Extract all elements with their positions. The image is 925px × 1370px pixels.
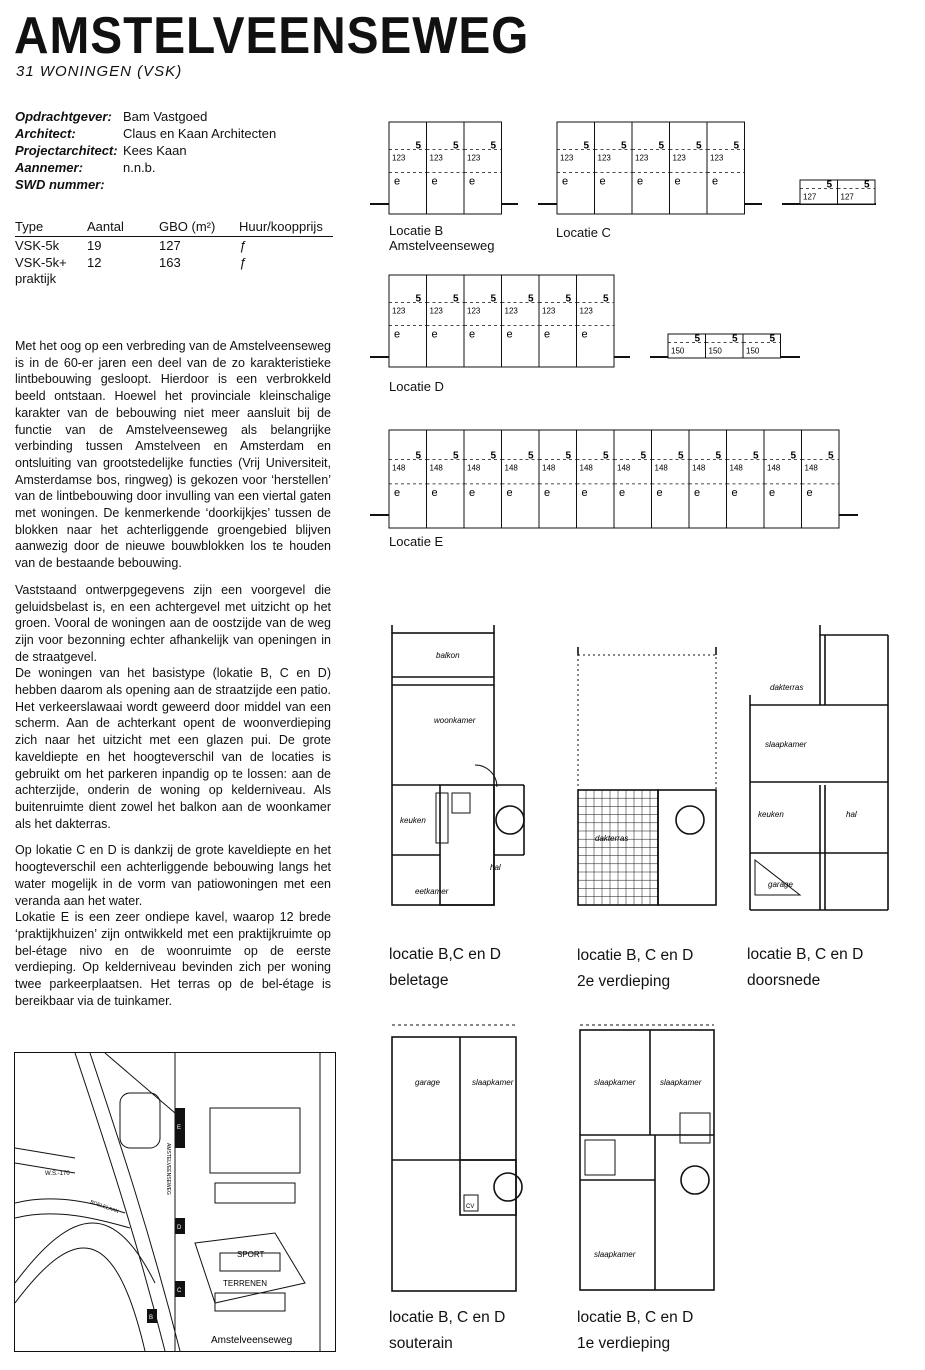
locatie-e-label: Locatie E <box>389 534 444 549</box>
dwelling-unit <box>464 122 502 214</box>
table-cell: 127 <box>159 238 181 253</box>
room-label: garage <box>415 1078 440 1087</box>
unit-area: 127 <box>803 192 817 202</box>
unit-area: 148 <box>804 463 818 473</box>
unit-area: 123 <box>504 306 518 316</box>
entrance-mark: e <box>637 175 644 188</box>
dwelling-unit <box>802 430 840 528</box>
dwelling-unit <box>652 430 690 528</box>
dwelling-unit <box>632 122 670 214</box>
floor-count: 5 <box>753 450 759 462</box>
table-header: Type <box>15 219 87 237</box>
dwelling-unit <box>502 275 540 367</box>
plan-1e-verdieping-label: locatie B, C en D 1e verdieping <box>577 1309 694 1352</box>
unit-area: 127 <box>840 192 854 202</box>
floor-count: 5 <box>864 179 870 191</box>
room-label: dakterras <box>595 834 629 843</box>
room-label: garage <box>768 880 793 889</box>
unit-area: 123 <box>542 306 556 316</box>
floor-count: 5 <box>453 293 459 305</box>
body-paragraph: Op lokatie C en D is dankzij de grote kaveldiepte en het hoogteverschil een achterliggende bebouwing langs het water mogelijk in de vorm van patiowoningen met een veranda aan het water. Lokatie E is een zeer ondiepe kavel, waarop 12 brede ‘praktijkhuizen’ zijn ontwikkeld met een praktijkruimte op bel-étage nivo en de woonruimte op de eerste verdieping. Op kelderniveau bevinden zich per woning twee parkeerplaatsen. Het terras op de bel-étage is bereikbaar via de tuinkamer. <box>15 843 331 1008</box>
room-label: slaapkamer <box>594 1250 636 1259</box>
unit-area: 123 <box>635 153 649 163</box>
dwelling-unit <box>577 275 615 367</box>
table-cell: VSK-5k+ praktijk <box>15 255 67 286</box>
dwelling-unit <box>464 275 502 367</box>
dwelling-unit <box>539 275 577 367</box>
entrance-mark: e <box>619 486 626 499</box>
meta-key: Projectarchitect: <box>15 143 118 158</box>
locatie-c-label: Locatie C <box>556 225 611 240</box>
unit-area: 123 <box>467 306 481 316</box>
floor-count: 5 <box>621 140 627 152</box>
plan-souterain <box>392 1025 522 1291</box>
plan-souterain-label: locatie B, C en D souterain <box>389 1309 506 1352</box>
table-header: Aantal <box>87 219 159 237</box>
floor-count: 5 <box>732 333 738 345</box>
locatie-c-back-diagram <box>782 179 876 204</box>
entrance-mark: e <box>431 328 438 341</box>
locatie-b-label: Locatie B Amstelveenseweg <box>389 223 495 253</box>
map-marker-label: B <box>149 1315 154 1321</box>
unit-area: 148 <box>692 463 706 473</box>
room-label: woonkamer <box>434 716 476 725</box>
dakterras-tiles <box>578 790 658 905</box>
floor-count: 5 <box>715 450 722 462</box>
unit-area: 123 <box>429 153 443 163</box>
plan-beletage-label: locatie B,C en D beletage <box>389 946 501 989</box>
floor-plans-top <box>380 625 920 940</box>
entrance-mark: e <box>394 328 401 341</box>
room-label: slaapkamer <box>660 1078 702 1087</box>
entrance-mark: e <box>469 328 476 341</box>
entrance-mark: e <box>712 175 719 188</box>
unit-area: 150 <box>671 346 685 356</box>
floor-count: 5 <box>769 333 776 345</box>
table-cell: 12 <box>87 255 102 270</box>
room-label: dakterras <box>770 683 804 692</box>
dwelling-unit <box>389 122 427 214</box>
unit-area: 148 <box>579 463 593 473</box>
unit-area: 123 <box>672 153 686 163</box>
plan-beletage <box>392 625 524 905</box>
table-cell: 19 <box>87 238 102 253</box>
dwelling-unit <box>427 122 465 214</box>
meta-key: Opdrachtgever: <box>15 109 112 124</box>
unit-area: 148 <box>504 463 518 473</box>
floor-count: 5 <box>415 293 422 305</box>
floor-count: 5 <box>565 293 572 305</box>
floor-plans-bottom <box>380 995 740 1300</box>
map-street-label: AMSTELVEENSEWEG <box>165 1143 171 1195</box>
room-label: hal <box>846 810 857 819</box>
site-map <box>14 1052 336 1352</box>
dwelling-unit <box>670 122 708 214</box>
unit-area: 123 <box>429 306 443 316</box>
floor-count: 5 <box>490 293 497 305</box>
unit-area: 148 <box>617 463 631 473</box>
entrance-mark: e <box>469 175 476 188</box>
floor-count: 5 <box>658 140 665 152</box>
entrance-mark: e <box>544 486 551 499</box>
entrance-mark: e <box>469 486 476 499</box>
floor-count: 5 <box>603 450 609 462</box>
room-label: balkon <box>436 651 460 660</box>
entrance-mark: e <box>562 175 569 188</box>
meta-key: SWD nummer: <box>15 177 105 192</box>
room-label: slaapkamer <box>472 1078 514 1087</box>
room-label: CV <box>466 1204 475 1210</box>
locatie-d-label: Locatie D <box>389 379 444 394</box>
plan-doorsnede-label: locatie B, C en D doorsnede <box>747 946 864 989</box>
dwelling-unit <box>689 430 727 528</box>
table-header: Huur/koopprijs <box>239 219 333 237</box>
unit-area: 123 <box>597 153 611 163</box>
room-label: keuken <box>400 816 426 825</box>
site-map-drawing <box>15 1053 335 1351</box>
floor-count: 5 <box>528 293 534 305</box>
table-cell: ƒ <box>239 255 247 270</box>
unit-area: 123 <box>392 306 406 316</box>
locatie-d-back-diagram <box>650 333 800 358</box>
entrance-mark: e <box>544 328 551 341</box>
map-caption: Amstelveenseweg <box>211 1335 293 1346</box>
locatie-b-diagram <box>370 122 518 214</box>
floor-count: 5 <box>453 140 459 152</box>
table-header: GBO (m²) <box>159 219 239 237</box>
entrance-mark: e <box>581 328 588 341</box>
entrance-mark: e <box>599 175 606 188</box>
floor-count: 5 <box>826 179 833 191</box>
dwelling-unit <box>557 122 595 214</box>
map-marker-label: C <box>177 1288 182 1294</box>
dwelling-unit <box>502 430 540 528</box>
entrance-mark: e <box>506 328 513 341</box>
unit-area: 123 <box>710 153 724 163</box>
floor-count: 5 <box>678 450 684 462</box>
meta-value: Claus en Kaan Architecten <box>123 126 277 141</box>
dwelling-unit <box>595 122 633 214</box>
room-label: keuken <box>758 810 784 819</box>
unit-area: 148 <box>392 463 406 473</box>
entrance-mark: e <box>394 486 401 499</box>
unit-area: 148 <box>729 463 743 473</box>
entrance-mark: e <box>431 486 438 499</box>
dwelling-unit <box>464 430 502 528</box>
room-label: slaapkamer <box>594 1078 636 1087</box>
table-cell: 163 <box>159 255 181 270</box>
dwelling-unit <box>707 122 745 214</box>
meta-key: Architect: <box>15 126 76 141</box>
entrance-mark: e <box>656 486 663 499</box>
unit-area: 150 <box>708 346 722 356</box>
dwelling-unit <box>614 430 652 528</box>
entrance-mark: e <box>581 486 588 499</box>
map-street-label: SPORT <box>237 1250 265 1259</box>
body-paragraph: Met het oog op een verbreding van de Amstelveenseweg is in de 60-er jaren een deel van de zo karakteristieke lintbebouwing gesloopt. Hierdoor is een verbrokkeld beeld ontstaan. Hoewel het provinciale kleinschalige karakter van de bebouwing niet meer aansluit bij de functie van de Amstelveenseweg als belangrijke verbinding tussen Amstelveen en Amsterdam en ontsluiting van grootstedelijke functies (Vrij Universiteit, Amsterdamse bos, ringweg) is gekozen voor ‘herstellen’ van de lintbebouwing door invulling van een viertal gaten met woningen. De kenmerkende ‘doorkijkjes’ tussen de blokken naar het achterliggende groengebied blijven aanwezig door de nieuwe bouwblokken los te houden van de bestaande bebouwing. <box>15 339 331 571</box>
dwelling-unit <box>727 430 765 528</box>
unit-area: 150 <box>746 346 760 356</box>
floor-count: 5 <box>453 450 459 462</box>
floor-count: 5 <box>415 450 422 462</box>
map-street-label: BOELELAAN <box>89 1199 120 1216</box>
map-marker-label: D <box>177 1225 182 1231</box>
floor-count: 5 <box>640 450 647 462</box>
floor-count: 5 <box>415 140 422 152</box>
floor-count: 5 <box>696 140 702 152</box>
entrance-mark: e <box>674 175 681 188</box>
entrance-mark: e <box>394 175 401 188</box>
dwelling-unit <box>577 430 615 528</box>
unit-area: 123 <box>392 153 406 163</box>
floor-count: 5 <box>828 450 834 462</box>
entrance-mark: e <box>806 486 813 499</box>
map-street-label: TERRENEN <box>223 1279 268 1288</box>
locatie-c-diagram <box>538 122 762 214</box>
site-diagrams <box>0 0 925 560</box>
floor-count: 5 <box>490 450 497 462</box>
entrance-mark: e <box>694 486 701 499</box>
unit-area: 148 <box>654 463 668 473</box>
unit-area: 148 <box>467 463 481 473</box>
unit-area: 123 <box>579 306 593 316</box>
unit-area: 148 <box>429 463 443 473</box>
floor-count: 5 <box>733 140 740 152</box>
entrance-mark: e <box>431 175 438 188</box>
meta-key: Aannemer: <box>15 160 83 175</box>
unit-area: 123 <box>560 153 574 163</box>
unit-area: 148 <box>767 463 781 473</box>
plan-2e-verdieping <box>578 647 716 905</box>
floor-count: 5 <box>490 140 497 152</box>
dwelling-unit <box>539 430 577 528</box>
body-paragraph: Vaststaand ontwerpgegevens zijn een voorgevel die geluidsbelast is, en een achtergevel met uitzicht op het groen. Vooral de woningen aan de oostzijde van de weg zijn voor bezonning echter afhankelijk van openingen in de straatgevel. De woningen van het basistype (lokatie B, C en D) hebben daarom als opening aan de straatzijde een patio. Het verkeerslawaai wordt geweerd door middel van een scherm. Aan de achterkant opent de woonverdieping zich naar het uitzicht met een glazen pui. De grote kaveldiepte en het hoogteverschil van de locaties is gebruikt om het parkeren inpandig op te lossen: aan de achterzijde, onderin de woning op kelderniveau. Als buitenruimte dient zowel het balkon aan de woonkamer als het dakterras. <box>15 582 331 831</box>
floor-count: 5 <box>603 293 609 305</box>
floor-count: 5 <box>790 450 797 462</box>
plan-2e-verdieping-label: locatie B, C en D 2e verdieping <box>577 947 694 990</box>
entrance-mark: e <box>731 486 738 499</box>
table-cell: VSK-5k <box>15 238 60 253</box>
room-label: hal <box>490 863 501 872</box>
locatie-d-diagram <box>370 275 630 367</box>
locatie-e-diagram <box>370 430 858 528</box>
meta-value: n.n.b. <box>123 160 156 175</box>
plan-doorsnede <box>750 625 888 910</box>
page-title: AMSTELVEENSEWEG <box>14 7 530 65</box>
floor-count: 5 <box>694 333 701 345</box>
room-label: slaapkamer <box>765 740 807 749</box>
dwelling-unit <box>427 430 465 528</box>
unit-area: 123 <box>467 153 481 163</box>
floor-count: 5 <box>528 450 534 462</box>
entrance-mark: e <box>506 486 513 499</box>
table-cell: ƒ <box>239 238 247 253</box>
map-marker-label: E <box>177 1125 182 1131</box>
map-street-label: W.S.-170 <box>45 1171 70 1177</box>
dwelling-unit <box>427 275 465 367</box>
meta-value: Bam Vastgoed <box>123 109 208 124</box>
dwelling-unit <box>389 430 427 528</box>
floor-count: 5 <box>583 140 590 152</box>
dwelling-unit <box>764 430 802 528</box>
page-subtitle: 31 WONINGEN (VSK) <box>16 63 183 80</box>
room-label: eetkamer <box>415 887 449 896</box>
dwelling-unit <box>389 275 427 367</box>
entrance-mark: e <box>769 486 776 499</box>
floor-count: 5 <box>565 450 572 462</box>
meta-value: Kees Kaan <box>123 143 187 158</box>
unit-area: 148 <box>542 463 556 473</box>
